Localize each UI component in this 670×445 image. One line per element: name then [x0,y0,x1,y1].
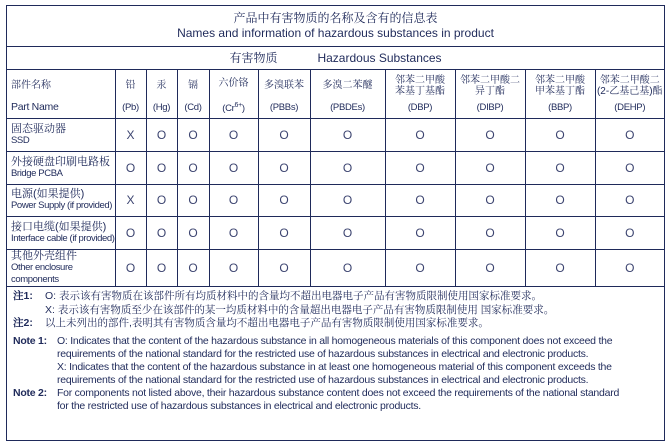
exceeds-limit-mark: X [115,119,146,152]
within-limit-mark: O [177,151,209,184]
header-hexavalent-chromium: 六价铬 $(Cr^{6+})$ [209,70,258,119]
within-limit-mark: O [310,119,385,152]
note-2-en: Note 2: For components not listed above, their hazardous substance content does not exceed the requirements of the national standard [13,387,620,399]
within-limit-mark: O [455,119,525,152]
within-limit-mark: O [209,119,258,152]
within-limit-mark: O [177,250,209,287]
within-limit-mark: O [385,151,455,184]
within-limit-mark: O [310,151,385,184]
within-limit-mark: O [455,217,525,250]
within-limit-mark: O [525,119,595,152]
within-limit-mark: O [209,217,258,250]
table-row [7,184,664,217]
within-limit-mark: O [595,250,664,287]
subtitle-english: Hazardous Substances [317,51,442,65]
header-pbbs: 多溴联苯 (PBBs) [258,70,310,119]
note-1-x-en: X: Indicates that the content of the hazardous substance in at least one homogeneous material of this component exceeds the [57,361,612,373]
table-row [7,217,664,250]
table-row [7,151,664,184]
within-limit-mark: O [177,217,209,250]
note-1-zh: 注1: O: 表示该有害物质在该部件所有均质材料中的含量均不超出电器电子产品有害物质限制使用国家标准要求。 [13,290,542,302]
subtitle-chinese: 有害物质 [229,51,278,65]
within-limit-mark: O [146,151,177,184]
within-limit-mark: O [310,184,385,217]
table-row [7,250,664,287]
within-limit-mark: O [115,250,146,287]
within-limit-mark: O [310,217,385,250]
within-limit-mark: O [595,184,664,217]
substances-subtitle [7,47,664,69]
note-1-en: Note 1: O: Indicates that the content of the hazardous substance in all homogeneous materials of this component does not exceed the [13,335,613,347]
within-limit-mark: O [525,250,595,287]
within-limit-mark: O [258,119,310,152]
part-name-cell: 外接硬盘印刷电路板 Bridge PCBA [7,151,115,184]
within-limit-mark: O [146,217,177,250]
within-limit-mark: O [209,250,258,287]
within-limit-mark: O [310,250,385,287]
header-lead: 铅 (Pb) [115,70,146,119]
within-limit-mark: O [595,119,664,152]
exceeds-limit-mark: X [115,184,146,217]
notes-english: Note 1: O: Indicates that the content of the hazardous substance in all homogeneous materials of this component does not exceed the requirements of the national standard for the restricted use of hazardous substances in electrical and electronic products. X: Indicates that the content of the hazardous substance in at least one homogeneous material of this component exceeds the requirements of the national standard for the restricted use of hazardous substances in electrical and electronic products. Note 2: For components not listed above, their hazardous substance content does not exceed the requirements of the national standard for the restricted use of hazardous substances in electrical and electronic products. [13,335,663,413]
within-limit-mark: O [525,184,595,217]
within-limit-mark: O [525,217,595,250]
header-pbdes: 多溴二苯醚 (PBDEs) [310,70,385,119]
hazardous-substances-table [7,69,664,287]
header-mercury: 汞 (Hg) [146,70,177,119]
header-part-name: 部件名称 Part Name [7,70,115,119]
within-limit-mark: O [146,250,177,287]
within-limit-mark: O [385,250,455,287]
header-dehp: 邻苯二甲酸二 (2-乙基己基)酯 (DEHP) [595,70,664,119]
within-limit-mark: O [385,184,455,217]
within-limit-mark: O [258,250,310,287]
within-limit-mark: O [209,151,258,184]
within-limit-mark: O [595,151,664,184]
notes-chinese [13,290,663,331]
part-name-cell: 电源(如果提供) Power Supply (if provided) [7,184,115,217]
within-limit-mark: O [385,217,455,250]
within-limit-mark: O [209,184,258,217]
table-header-row [7,70,664,119]
part-name-cell: 其他外壳组件 Other enclosure components [7,250,115,287]
within-limit-mark: O [258,184,310,217]
within-limit-mark: O [455,250,525,287]
header-dbp: 邻苯二甲酸 苯基丁基酯 (DBP) [385,70,455,119]
within-limit-mark: O [177,184,209,217]
table-row [7,119,664,152]
within-limit-mark: O [455,151,525,184]
cr6-label: $(Cr^{6+})$ [222,102,245,115]
within-limit-mark: O [146,119,177,152]
title-english: Names and information of hazardous substances in product [177,26,494,40]
within-limit-mark: O [455,184,525,217]
hazardous-substances-document [6,5,665,441]
header-bbp: 邻苯二甲酸 甲苯基丁酯 (BBP) [525,70,595,119]
within-limit-mark: O [385,119,455,152]
within-limit-mark: O [258,217,310,250]
document-title [7,6,664,47]
within-limit-mark: O [525,151,595,184]
within-limit-mark: O [115,151,146,184]
note-1-x-zh: X: 表示该有害物质至少在该部件的某一均质材料中的含量超出电器电子产品有害物质限制使用 国家标准要求。 [45,303,555,316]
header-cadmium: 镉 (Cd) [177,70,209,119]
within-limit-mark: O [595,217,664,250]
header-dibp: 邻苯二甲酸二 异丁酯 (DIBP) [455,70,525,119]
within-limit-mark: O [115,217,146,250]
part-name-cell: 接口电缆(如果提供) Interface cable (if provided) [7,217,115,250]
title-chinese: 产品中有害物质的名称及含有的信息表 [233,11,438,25]
note-2-zh: 注2: 以上未列出的部件,表明其有害物质含量均不超出电器电子产品有害物质限制使用国家标准要求。 [13,317,489,329]
within-limit-mark: O [177,119,209,152]
part-name-cell: 固态驱动器 SSD [7,119,115,152]
within-limit-mark: O [258,151,310,184]
within-limit-mark: O [146,184,177,217]
